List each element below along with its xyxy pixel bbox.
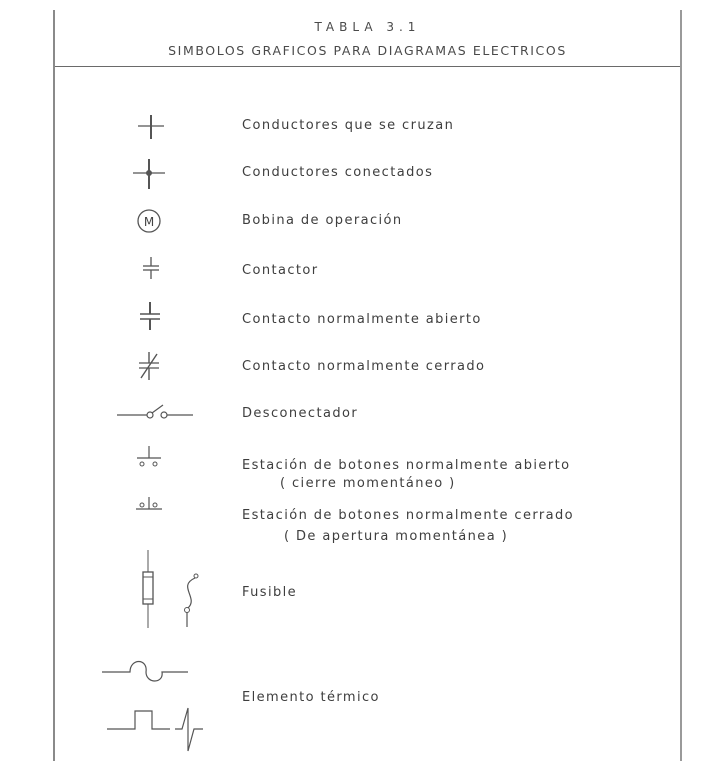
pushbutton-no-icon xyxy=(133,444,165,470)
thermal-element-icon xyxy=(100,648,240,758)
disconnector-icon xyxy=(115,400,195,422)
normally-closed-contact-icon xyxy=(136,350,162,382)
normally-open-contact-icon xyxy=(138,300,162,332)
symbol-label: Estación de botones normalmente abierto xyxy=(242,458,571,473)
header-divider xyxy=(55,66,680,67)
symbol-label: Contacto normalmente cerrado xyxy=(242,359,486,374)
symbol-label: Desconectador xyxy=(242,406,359,421)
operating-coil-icon xyxy=(136,208,162,234)
connected-conductors-icon xyxy=(131,158,167,190)
svg-text:M: M xyxy=(143,215,155,229)
page-title: SIMBOLOS GRAFICOS PARA DIAGRAMAS ELECTRICOS xyxy=(168,43,567,58)
symbol-label: Elemento térmico xyxy=(242,690,380,705)
symbol-label: Fusible xyxy=(242,585,298,600)
symbol-label: Estación de botones normalmente cerrado xyxy=(242,508,574,523)
pushbutton-nc-icon xyxy=(133,494,165,514)
fuse-icon xyxy=(135,550,215,630)
symbol-sublabel: ( cierre momentáneo ) xyxy=(280,476,456,491)
symbol-sublabel: ( De apertura momentánea ) xyxy=(284,529,509,544)
symbol-label: Conductores conectados xyxy=(242,165,434,180)
crossing-conductors-icon xyxy=(136,114,166,140)
symbol-label: Conductores que se cruzan xyxy=(242,118,455,133)
symbol-label: Contacto normalmente abierto xyxy=(242,312,482,327)
symbol-label: Contactor xyxy=(242,263,319,278)
contactor-icon xyxy=(140,255,162,281)
page-border-left xyxy=(53,10,55,761)
symbol-label: Bobina de operación xyxy=(242,213,403,228)
page-border-right xyxy=(680,10,682,761)
table-number: TABLA 3.1 xyxy=(314,20,421,34)
